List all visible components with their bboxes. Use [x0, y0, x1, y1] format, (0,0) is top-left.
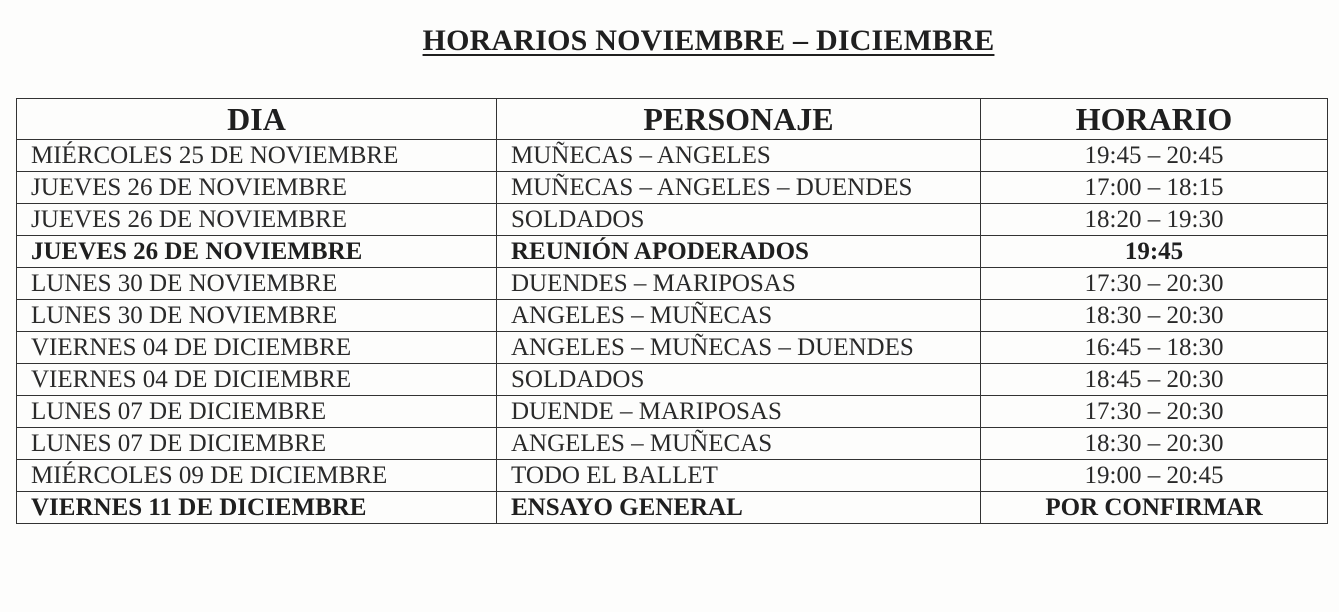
cell-dia: VIERNES 04 DE DICIEMBRE: [17, 364, 497, 396]
cell-personaje: ANGELES – MUÑECAS – DUENDES: [497, 332, 981, 364]
cell-dia: MIÉRCOLES 25 DE NOVIEMBRE: [17, 140, 497, 172]
table-body: [17, 140, 1328, 524]
table-row: [17, 396, 1328, 428]
cell-personaje: SOLDADOS: [497, 364, 981, 396]
table-row: [17, 172, 1328, 204]
cell-dia: LUNES 30 DE NOVIEMBRE: [17, 268, 497, 300]
table-row: [17, 268, 1328, 300]
cell-dia: LUNES 30 DE NOVIEMBRE: [17, 300, 497, 332]
cell-dia: LUNES 07 DE DICIEMBRE: [17, 428, 497, 460]
cell-dia: MIÉRCOLES 09 DE DICIEMBRE: [17, 460, 497, 492]
cell-horario: 16:45 – 18:30: [981, 332, 1328, 364]
cell-personaje: ANGELES – MUÑECAS: [497, 428, 981, 460]
table-row: [17, 492, 1328, 524]
cell-horario: 18:30 – 20:30: [981, 300, 1328, 332]
cell-horario: 19:45 – 20:45: [981, 140, 1328, 172]
cell-personaje: TODO EL BALLET: [497, 460, 981, 492]
cell-dia: JUEVES 26 DE NOVIEMBRE: [17, 204, 497, 236]
table-row: [17, 332, 1328, 364]
cell-dia: JUEVES 26 DE NOVIEMBRE: [17, 236, 497, 268]
cell-personaje: ANGELES – MUÑECAS: [497, 300, 981, 332]
table-row: [17, 300, 1328, 332]
cell-horario: 17:30 – 20:30: [981, 268, 1328, 300]
table-row: [17, 236, 1328, 268]
cell-personaje: DUENDE – MARIPOSAS: [497, 396, 981, 428]
cell-personaje: DUENDES – MARIPOSAS: [497, 268, 981, 300]
header-horario: HORARIO: [981, 99, 1328, 140]
cell-horario: 18:45 – 20:30: [981, 364, 1328, 396]
cell-personaje: MUÑECAS – ANGELES: [497, 140, 981, 172]
cell-horario: 19:45: [981, 236, 1328, 268]
schedule-table: [16, 98, 1328, 524]
header-dia: DIA: [17, 99, 497, 140]
table-row: [17, 204, 1328, 236]
table-row: [17, 460, 1328, 492]
cell-dia: VIERNES 11 DE DICIEMBRE: [17, 492, 497, 524]
cell-horario: 18:20 – 19:30: [981, 204, 1328, 236]
cell-personaje: REUNIÓN APODERADOS: [497, 236, 981, 268]
cell-horario: 18:30 – 20:30: [981, 428, 1328, 460]
table-row: [17, 428, 1328, 460]
cell-dia: JUEVES 26 DE NOVIEMBRE: [17, 172, 497, 204]
cell-horario: POR CONFIRMAR: [981, 492, 1328, 524]
header-row: [17, 99, 1328, 140]
cell-dia: VIERNES 04 DE DICIEMBRE: [17, 332, 497, 364]
page-title: HORARIOS NOVIEMBRE – DICIEMBRE: [422, 24, 995, 57]
table-row: [17, 364, 1328, 396]
cell-horario: 17:00 – 18:15: [981, 172, 1328, 204]
table-row: [17, 140, 1328, 172]
cell-horario: 17:30 – 20:30: [981, 396, 1328, 428]
cell-personaje: ENSAYO GENERAL: [497, 492, 981, 524]
cell-personaje: SOLDADOS: [497, 204, 981, 236]
cell-horario: 19:00 – 20:45: [981, 460, 1328, 492]
table-header: [17, 99, 1328, 140]
cell-personaje: MUÑECAS – ANGELES – DUENDES: [497, 172, 981, 204]
cell-dia: LUNES 07 DE DICIEMBRE: [17, 396, 497, 428]
header-personaje: PERSONAJE: [497, 99, 981, 140]
